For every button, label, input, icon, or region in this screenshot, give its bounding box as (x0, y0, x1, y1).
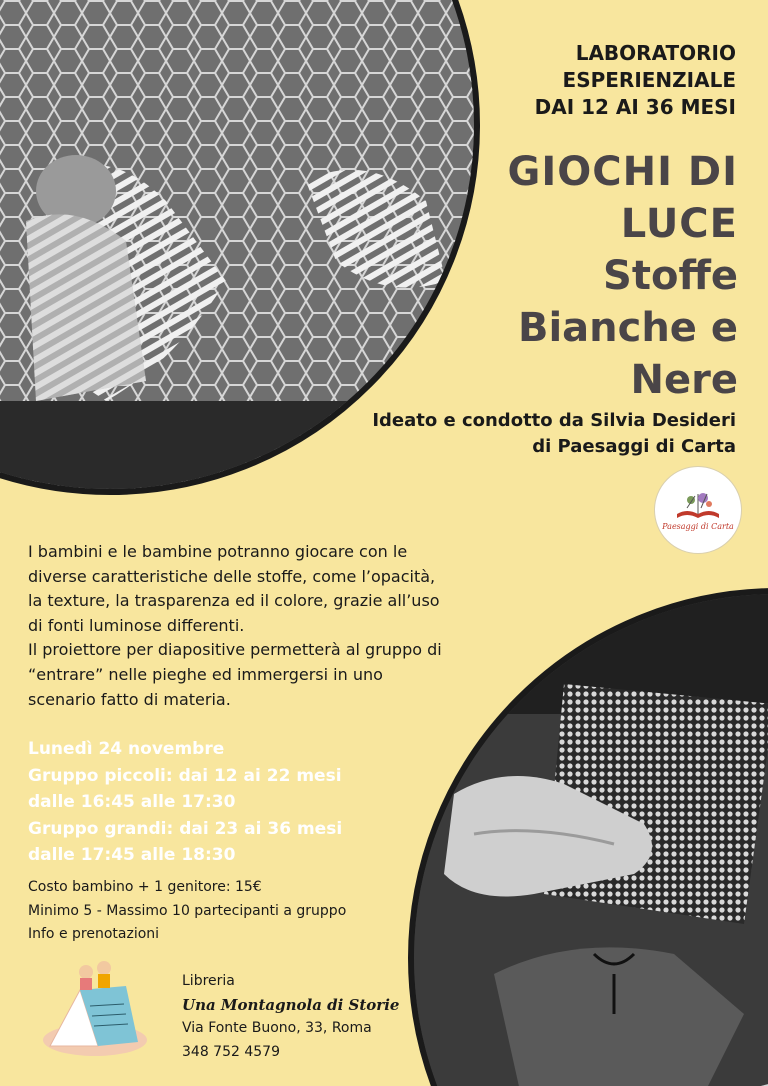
description-line: I bambini e le bambine potranno giocare con le (28, 542, 408, 561)
group-small: Gruppo piccoli: dai 12 ai 22 mesi (28, 765, 342, 786)
workshop-label-line1: LABORATORIO (575, 41, 736, 65)
booking-info: Info e prenotazioni (28, 926, 160, 942)
bookshop-label: Libreria (182, 973, 235, 989)
title-line2: LUCE (620, 201, 738, 247)
book-icon (673, 490, 723, 520)
time-large: dalle 17:45 alle 18:30 (28, 845, 236, 865)
description-line: “entrare” nelle pieghe ed immergersi in uno (28, 664, 383, 684)
workshop-label-line3: DAI 12 AI 36 MESI (534, 95, 736, 119)
description (28, 540, 488, 712)
bookshop-info (182, 970, 399, 1064)
description-line: diverse caratteristiche delle stoffe, come l’opacità, (28, 566, 436, 586)
workshop-label (535, 40, 736, 121)
description-line: la texture, la trasparenza ed il colore, grazie all’uso (28, 591, 440, 611)
title-line5: Nere (630, 357, 738, 403)
schedule (28, 736, 342, 869)
bookshop-logo-icon (40, 950, 150, 1058)
event-date: Lunedì 24 novembre (28, 739, 225, 759)
description-line: Il proiettore per diapositive permetterà al gruppo di (28, 640, 442, 660)
bookshop-name: Una Montagnola di Storie (182, 995, 400, 1014)
credit-line2: di Paesaggi di Carta (532, 436, 736, 457)
credit-line1: Ideato e condotto da Silvia Desideri (372, 410, 736, 431)
title-line1: GIOCHI DI (507, 149, 738, 195)
paesaggi-di-carta-logo (654, 466, 742, 554)
group-large: Gruppo grandi: dai 23 ai 36 mesi (28, 818, 343, 839)
practical-info (28, 876, 346, 947)
description-line: scenario fatto di materia. (28, 689, 231, 709)
title-line4: Bianche e (517, 305, 738, 351)
description-line: di fonti luminose differenti. (28, 615, 245, 635)
cost-info: Costo bambino + 1 genitore: 15€ (28, 879, 262, 895)
capacity-info: Minimo 5 - Massimo 10 partecipanti a gruppo (28, 902, 347, 919)
bookshop-address: Via Fonte Buono, 33, Roma (182, 1020, 372, 1036)
workshop-label-line2: ESPERIENZIALE (562, 68, 736, 92)
logo-text: Paesaggi di Carta (662, 521, 734, 531)
title-line3: Stoffe (603, 253, 738, 299)
event-title (508, 146, 738, 406)
bookshop-phone[interactable]: 348 752 4579 (182, 1043, 280, 1060)
time-small: dalle 16:45 alle 17:30 (28, 792, 236, 812)
author-credit (372, 408, 736, 460)
